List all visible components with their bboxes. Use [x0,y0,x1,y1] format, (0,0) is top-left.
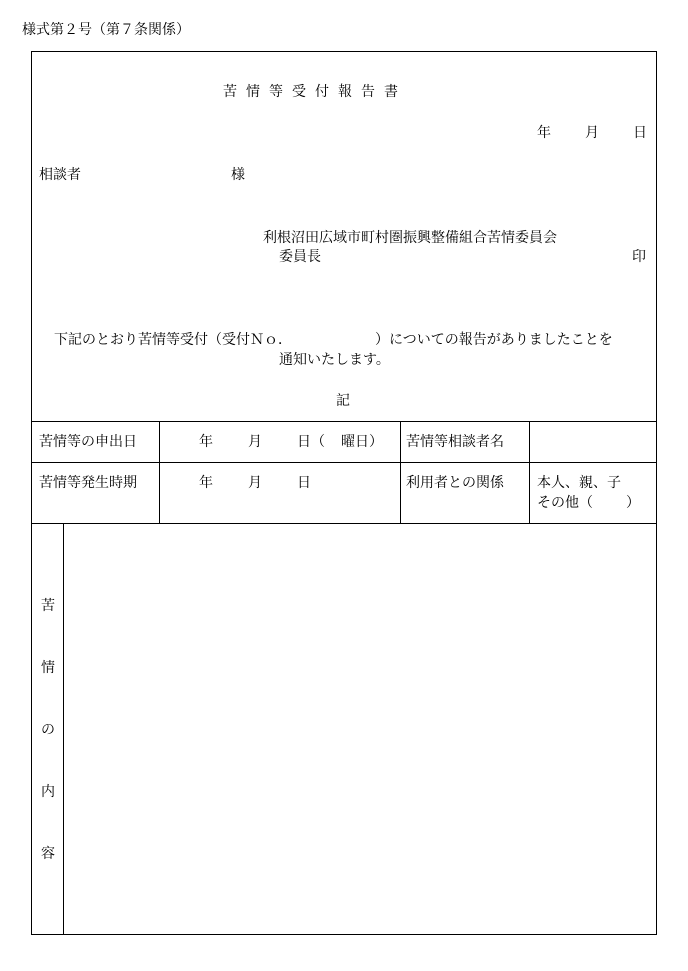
ki-label: 記 [336,393,350,409]
occurrence-period-label: 苦情等発生時期 [39,475,137,491]
form-number: 様式第２号（第７条関係） [22,22,190,38]
content-label-char-3: の [41,722,55,738]
complaint-content-area [64,524,656,934]
relationship-other-suffix: ） [626,495,640,511]
submission-month-label: 月 [248,434,262,450]
date-year-label: 年 [537,125,551,141]
date-day-label: 日 [633,125,647,141]
submission-weekday-label: 曜日） [341,434,383,450]
occurrence-year-label: 年 [199,475,213,491]
notice-line1-suffix: ）についての報告がありましたことを [375,332,613,348]
submission-day-label: 日（ [297,434,325,450]
notice-line2: 通知いたします。 [279,352,390,368]
issuer-organization: 利根沼田広域市町村圏振興整備組合苦情委員会 [263,230,557,246]
submission-date-label: 苦情等の申出日 [39,434,137,450]
relationship-label: 利用者との関係 [406,475,504,491]
recipient-honorific: 様 [231,167,245,183]
seal-mark: 印 [632,249,646,265]
content-label-char-2: 情 [41,660,55,676]
date-month-label: 月 [585,125,599,141]
occurrence-month-label: 月 [248,475,262,491]
submission-year-label: 年 [199,434,213,450]
occurrence-day-label: 日 [297,475,311,491]
notice-line1-prefix: 下記のとおり苦情等受付（受付Ｎｏ． [54,332,292,348]
table-row-divider [31,462,657,463]
table-top-line [31,421,657,422]
consultant-name-label: 苦情等相談者名 [406,434,504,450]
content-label-char-1: 苦 [41,598,55,614]
recipient-label: 相談者 [39,167,81,183]
content-label-char-5: 容 [41,846,55,862]
table-col-divider-3 [529,421,530,523]
document-title: 苦情等受付報告書 [223,84,407,100]
relationship-options: 本人、親、子 [537,475,621,491]
table-col-divider-2 [400,421,401,523]
content-label-char-4: 内 [41,784,55,800]
issuer-position: 委員長 [279,249,321,265]
relationship-other-prefix: その他（ [537,495,593,511]
table-col-divider-1 [159,421,160,523]
